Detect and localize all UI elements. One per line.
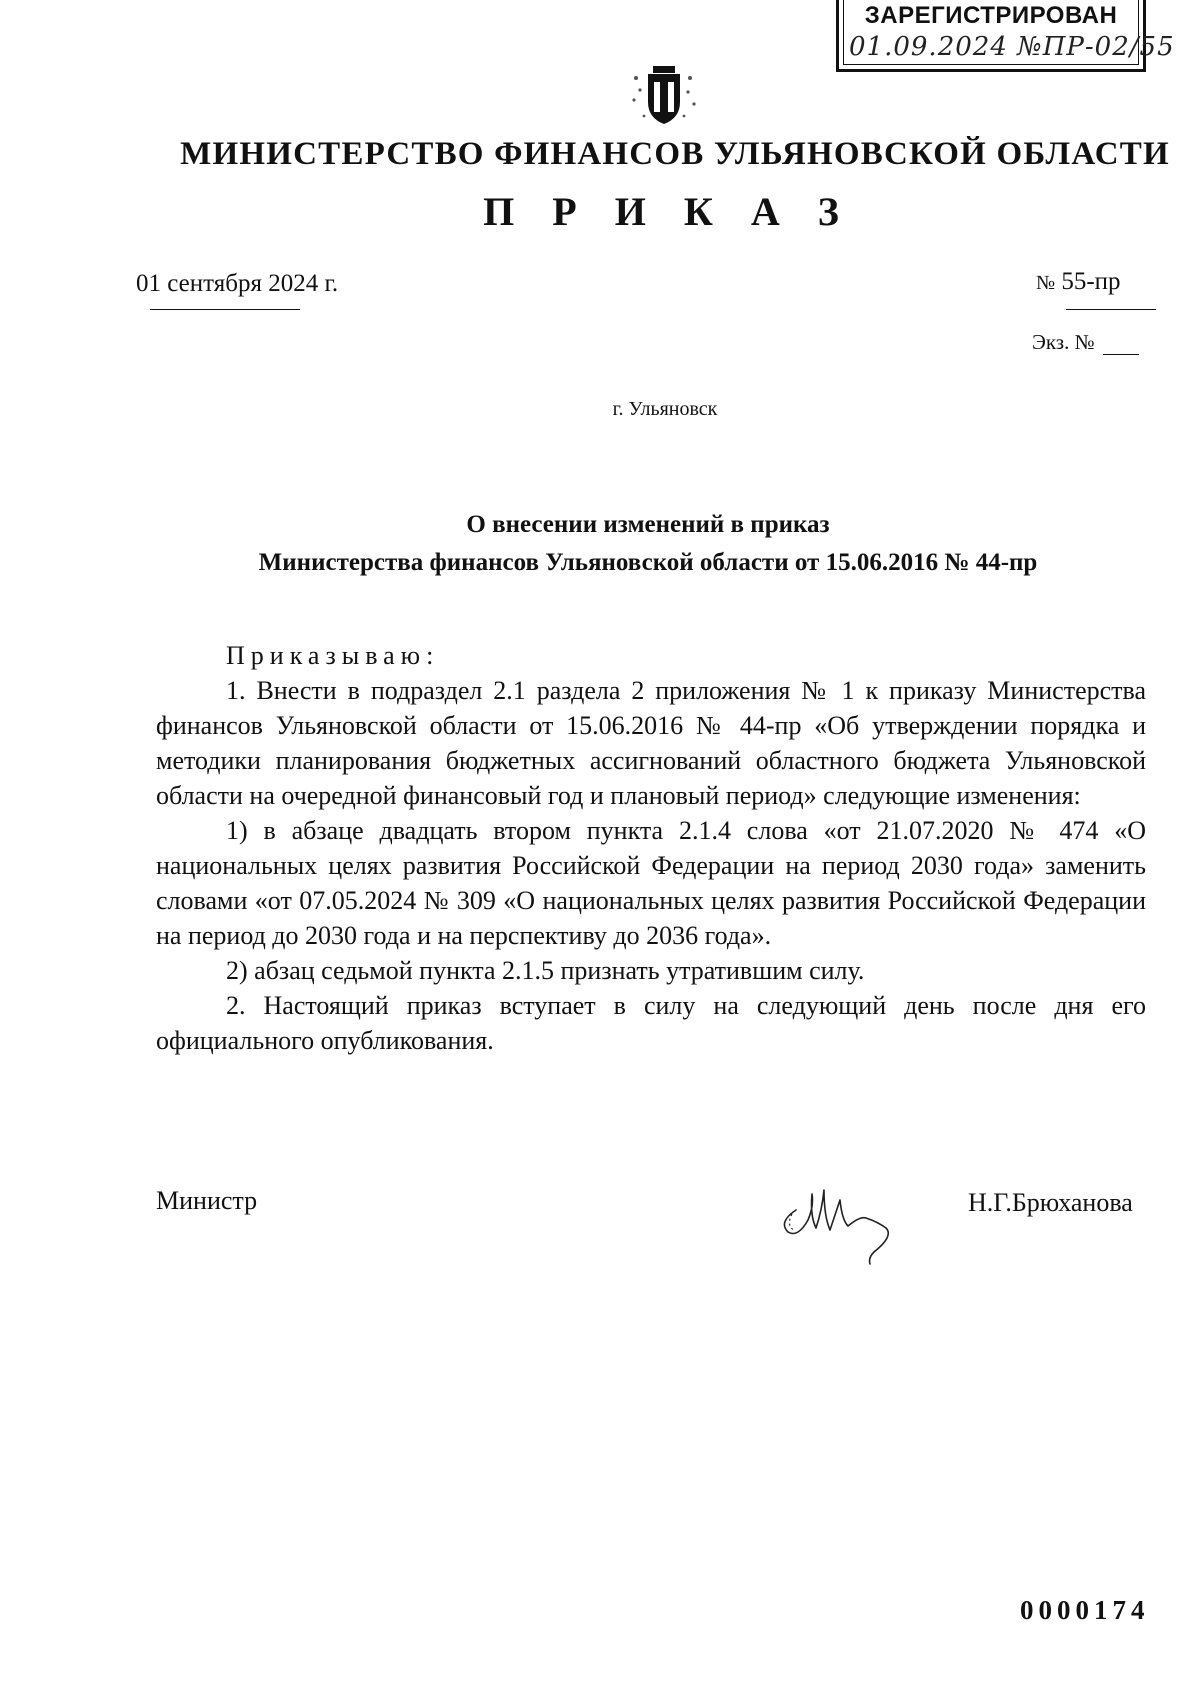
paragraph-2: 2. Настоящий приказ вступает в силу на следующий день после дня его официального опубликования. — [156, 991, 1146, 1055]
number-underline — [1066, 309, 1156, 310]
order-body — [156, 638, 1146, 1058]
copy-number — [1032, 330, 1139, 355]
subject-line-2: Министерства финансов Ульяновской области от 15.06.2016 № 44-пр — [258, 549, 1038, 576]
signer-name: Н.Г.Брюханова — [968, 1188, 1133, 1217]
order-number-value: 55-пр — [1061, 268, 1121, 295]
paragraph-1: 1. Внести в подраздел 2.1 раздела 2 приложения № 1 к приказу Министерства финансов Ульяновской области от 15.06.2016 № 44-пр «Об утверждении порядка и методики планирования бюджетных ассигнований областного бюджета Ульяновской области на очередной финансовый год и плановый период» следующие изменения: — [156, 676, 1146, 810]
city: г. Ульяновск — [612, 398, 718, 420]
serial-number: 0000174 — [1020, 1595, 1150, 1625]
paragraph-1-sub-2: 2) абзац седьмой пункта 2.1.5 признать утратившим силу. — [226, 956, 865, 985]
number-sign: № — [1036, 272, 1056, 294]
stamp-title: ЗАРЕГИСТРИРОВАН — [864, 2, 1118, 29]
handwritten-signature — [774, 1170, 914, 1270]
signer-role: Министр — [156, 1186, 258, 1215]
subject-line-1: О внесении изменений в приказ — [466, 511, 830, 538]
copy-label: Экз. № — [1032, 330, 1095, 354]
paragraph-1-sub-1: 1) в абзаце двадцать втором пункта 2.1.4 слова «от 21.07.2020 № 474 «О национальных целях развития Российской Федерации на период 2030 года» заменить словами «от 07.05.2024 № 309 «О национальных целях развития Российской Федерации на период до 2030 года и на перспективу до 2036 года». — [156, 816, 1146, 950]
order-subject — [150, 506, 1146, 582]
date-underline — [150, 309, 300, 310]
order-number — [1036, 268, 1121, 296]
ministry-title: МИНИСТЕРСТВО ФИНАНСОВ УЛЬЯНОВСКОЙ ОБЛАСТИ — [180, 136, 1170, 172]
order-word: Приказываю: — [226, 641, 440, 670]
document-type: П Р И К А З — [483, 189, 853, 234]
copy-blank — [1103, 336, 1139, 355]
coat-of-arms-icon — [626, 60, 702, 130]
order-date: 01 сентября 2024 г. — [136, 270, 339, 297]
stamp-handwritten-number: 01.09.2024 №ПР-02/55 — [849, 32, 1175, 62]
registration-stamp — [836, 0, 1175, 72]
